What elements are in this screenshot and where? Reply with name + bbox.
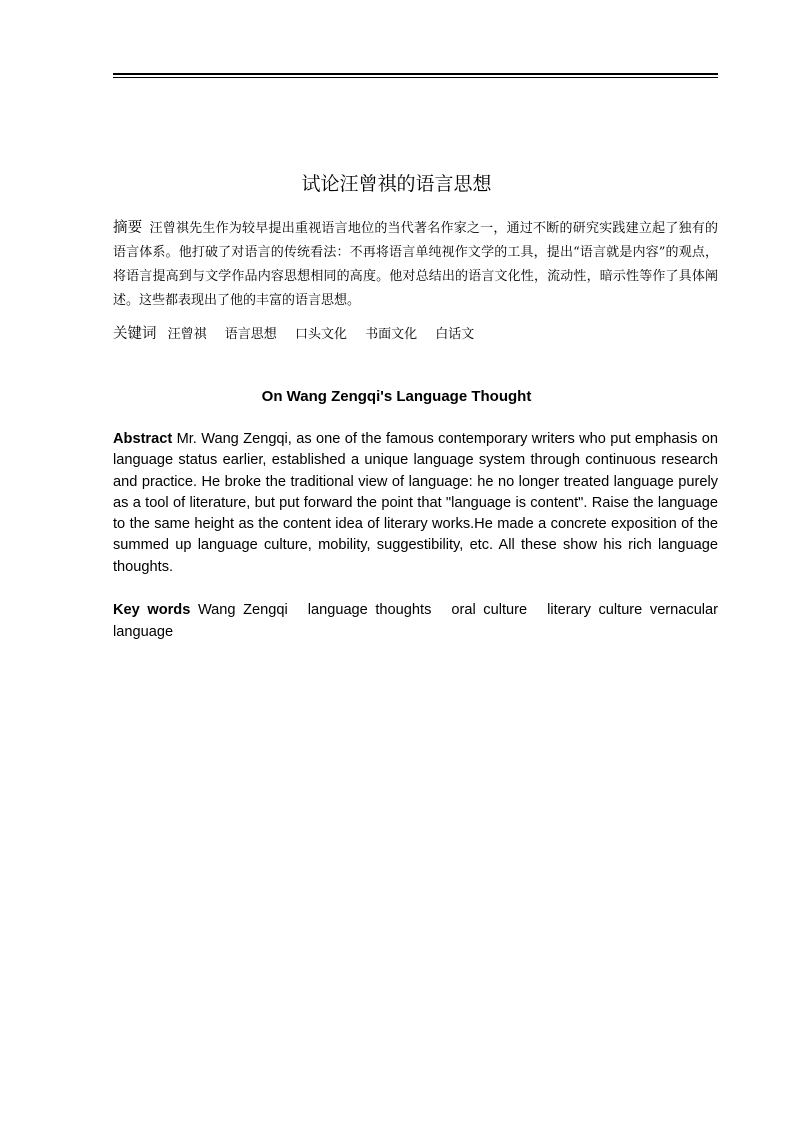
- cn-keyword: 语言思想: [224, 327, 277, 342]
- cn-keyword: 汪曾祺: [167, 327, 207, 342]
- en-keywords-label: Key words: [113, 602, 191, 618]
- cn-keyword: 书面文化: [365, 327, 418, 342]
- cn-title: 试论汪曾祺的语言思想: [301, 173, 492, 195]
- cn-abstract-label: 摘要: [113, 220, 143, 236]
- en-keyword: Wang Zengqi: [197, 602, 288, 618]
- en-keyword: oral culture: [451, 602, 528, 618]
- cn-keywords: [113, 322, 718, 347]
- cn-keywords-label: 关键词: [113, 326, 157, 342]
- en-keywords: [113, 599, 718, 643]
- cn-keyword: 白话文: [435, 327, 475, 342]
- en-abstract-label: Abstract: [113, 431, 173, 447]
- en-title: On Wang Zengqi's Language Thought: [261, 388, 532, 405]
- en-keyword: vernacular language: [113, 602, 719, 640]
- en-abstract-text: Mr. Wang Zengqi, as one of the famous contemporary writers who put emphasis on language status earlier, established a unique language system through continuous research and practice. He broke the traditional view of language: he no longer treated language purely as a tool of literature, but put forward the point that "language is content". Raise the language to the same height as the content idea of literary works.He made a concrete exposition of the summed up language culture, mobility, suggestibility, etc. All these show his rich language thoughts.: [113, 431, 718, 575]
- cn-abstract: [113, 216, 718, 313]
- en-keyword: literary culture: [547, 602, 643, 618]
- cn-abstract-text: 汪曾祺先生作为较早提出重视语言地位的当代著名作家之一，通过不断的研究实践建立起了独有的语言体系。他打破了对语言的传统看法：不再将语言单纯视作文学的工具，提出“语言就是内容”的观点，将语言提高到与文学作品内容思想相同的高度。他对总结出的语言文化性，流动性，暗示性等作了具体阐述。这些都表现出了他的丰富的语言思想。: [113, 221, 718, 308]
- header-rule: [113, 73, 718, 78]
- en-keyword: language thoughts: [307, 602, 432, 618]
- en-abstract: [113, 429, 718, 578]
- cn-keyword: 口头文化: [294, 327, 347, 342]
